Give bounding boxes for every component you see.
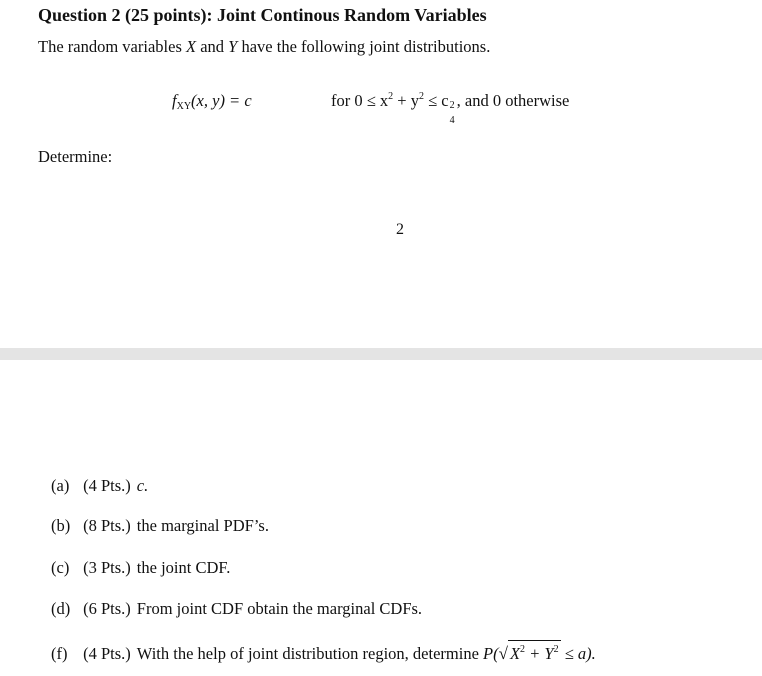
part-f-tail: ≤ a). (560, 644, 596, 663)
equation-rhs (331, 91, 570, 126)
sqrt-expression (499, 640, 561, 664)
page-separator (0, 348, 762, 360)
part-f-label: (f) (51, 644, 68, 663)
part-f-text: With the help of joint distribution region, determine (136, 644, 484, 663)
sqrt-x: X (509, 644, 521, 663)
part-a-label: (a) (51, 476, 70, 495)
eq-rhs-le: ≤ c (423, 91, 449, 110)
intro-post: have the following joint distributions. (237, 37, 491, 56)
part-d-points: (6 Pts.) (83, 599, 131, 618)
eq-rhs-post: , and 0 otherwise (456, 91, 570, 110)
var-x: X (185, 37, 197, 56)
sqrt-radicand (508, 640, 561, 663)
eq-rhs-plus: + y (393, 91, 419, 110)
sqrt-icon: √ (498, 644, 508, 663)
eq-sub-xy: XY (176, 101, 192, 112)
eq-f: f (172, 91, 177, 110)
part-f-p: P( (483, 644, 499, 663)
part-a-text: c. (136, 476, 149, 495)
eq-args: (x, y) = c (191, 91, 252, 110)
part-a (51, 476, 148, 496)
part-d-label: (d) (51, 599, 71, 618)
part-a-points: (4 Pts.) (83, 476, 131, 495)
eq-c-sub: 4 (449, 115, 455, 126)
determine-label: Determine: (38, 147, 113, 166)
part-c (51, 558, 230, 578)
sqrt-exp-x: 2 (520, 644, 526, 655)
eq-exp2: 2 (418, 91, 424, 102)
part-f-points: (4 Pts.) (83, 644, 131, 663)
question-intro (38, 37, 490, 57)
intro-pre: The random variables (38, 37, 186, 56)
question-heading: Question 2 (25 points): Joint Continous Random Variables (38, 5, 487, 25)
part-d (51, 599, 422, 619)
eq-exp1: 2 (388, 91, 394, 102)
var-y: Y (228, 37, 238, 56)
part-c-label: (c) (51, 558, 70, 577)
part-b-label: (b) (51, 516, 71, 535)
part-c-text: the joint CDF. (136, 558, 231, 577)
part-d-text: From joint CDF obtain the marginal CDFs. (136, 599, 423, 618)
eq-c-sup: 2 (449, 100, 455, 111)
page-number: 2 (396, 221, 404, 238)
part-b-points: (8 Pts.) (83, 516, 131, 535)
equation-lhs (172, 91, 252, 112)
sqrt-exp-y: 2 (553, 644, 559, 655)
part-f (51, 640, 596, 664)
intro-mid: and (196, 37, 229, 56)
part-c-points: (3 Pts.) (83, 558, 131, 577)
sqrt-plus-y: + Y (525, 644, 554, 663)
part-b (51, 516, 269, 536)
part-b-text: the marginal PDF’s. (136, 516, 269, 535)
eq-rhs-pre: for 0 ≤ x (331, 91, 389, 110)
